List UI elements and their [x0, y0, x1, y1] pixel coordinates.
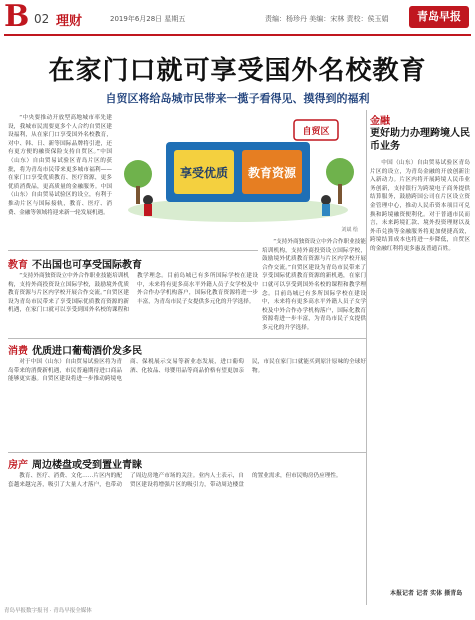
section-divider-1	[8, 250, 258, 251]
byline: 本报记者 记者 实体 摄青岛	[390, 590, 463, 597]
newspaper-logo: 青岛早报	[409, 6, 469, 28]
housing-title: 周边楼盘或受到置业青睐	[32, 460, 142, 471]
consume-keyword: 消费	[8, 346, 28, 357]
finance-paragraph: 中国（山东）自由贸易试验区青岛片区的设立，为青岛金融的开放创新注入新动力。片区内将开展跨境人民币业务创新，支持银行为跨境电子商务提供结算服务，鼓励跨国公司在片区设立资金管理中心，推动人民币资本项目可兑换和跨境融资便利化。对于普通市民而言，未来跨境汇款、境外投资理财以及外币兑换等金融服务将更加便捷高效，跨境结算成本也将进一步降低，自贸区的金融红利将更多惠及普通百姓。	[370, 160, 470, 252]
edu-body	[8, 272, 258, 336]
edu-keyword: 教育	[8, 260, 28, 271]
housing-heading	[8, 456, 142, 471]
finance-title: 更好助力办理跨境人民币业务	[370, 128, 470, 152]
section-divider-3	[8, 452, 366, 453]
illus-left-label: 享受优质	[179, 166, 229, 180]
page-header	[0, 0, 475, 40]
edu-paragraph: “支持外商独资设立中外合作职业技能培训机构，支持外商投资设立国际学校，鼓励境外优质教育资源与片区内学校开展合作交流。”自贸区建设为青岛市民带来了享受国际优质教育资源的新机遇，在家门口就可以享受到国外名校的课程和教学理念。目前岛城已有多所国际学校在建设中，未来将有更多高水平外籍人员子女学校及中外合作办学机构落户，国际化教育资源将进一步丰富，为青岛市民子女提供多元化的升学选择。	[8, 273, 258, 314]
column-divider	[366, 110, 367, 605]
person-icon-2	[321, 195, 331, 205]
consume-paragraph: 对于中国（山东）自由贸易试验区将为青岛带来的消费新机遇，市民普遍期待进口商品能够更实惠。自贸区建设将进一步推动跨境电商、保税展示交易等新业态发展，进口葡萄酒、化妆品、母婴用品等商品价格有望更加亲民，市民在家门口就能买到原汁原味的全球好物。	[8, 359, 366, 383]
issue-date: 2019年6月28日 星期五	[110, 15, 186, 23]
finance-body	[370, 159, 470, 599]
person-icon	[143, 195, 153, 205]
header-rule	[4, 34, 471, 36]
tree-right-trunk	[338, 184, 342, 204]
edu-title: 不出国也可享受国际教育	[32, 260, 142, 271]
person-body-2	[322, 204, 330, 216]
headline: 在家门口就可享受国外名校教育	[48, 56, 427, 86]
illustration-caption: 刘斌 绘	[341, 227, 358, 233]
edu-continuation	[262, 238, 366, 348]
intro-paragraph: “中央要推动开放型高地城市率先建设，我城市民需要更多个人合约自贸区建设福利，从在家门口享受国外名校教育，对中、韩、日、新等国际品牌将引进，还有更方便的融资保险支持自贸区。”中国（山东）自由贸易试验区青岛片区的获批，将为青岛市民带来更多城市福利——在家门口享受优质教育、医疗资源，更多优质消费品，更高质量的金融服务。中国（山东）自由贸易试验区的设立，有利于推动片区与国际接轨，教育、医疗、消费、金融等领域将迎来新一轮发展机遇。	[8, 115, 112, 216]
section-letter: B	[4, 0, 30, 34]
editors: 责编：杨珍丹 美编：宋林 责校：侯玉娟	[265, 15, 389, 23]
edu-heading	[8, 256, 142, 271]
edu-continuation-paragraph: “支持外商独资设立中外合作职业技能培训机构，支持外商投资设立国际学校，鼓励境外优质教育资源与片区内学校开展合作交流。”自贸区建设为青岛市民带来了享受国际优质教育资源的新机遇，在家门口就可以享受到国外名校的课程和教学理念。目前岛城已有多所国际学校在建设中，未来将有更多高水平外籍人员子女学校及中外合作办学机构落户，国际化教育资源将进一步丰富，为青岛市民子女提供多元化的升学选择。	[262, 239, 366, 331]
housing-paragraph: 教育、医疗、消费、文化……片区内的配套越来越完善，吸引了大量人才落户，也带动了周边房地产市场的关注。业内人士表示，自贸区建设将增强片区的吸引力，带动周边楼盘的置业需求，但市民购房仍应理性。	[8, 473, 342, 488]
consume-heading	[8, 342, 142, 357]
sidebar-finance	[370, 112, 470, 612]
tree-left-trunk	[136, 186, 140, 204]
housing-body	[8, 472, 366, 600]
board-label: 自贸区	[302, 127, 330, 137]
person-body	[144, 204, 152, 216]
housing-keyword: 房产	[8, 460, 28, 471]
tree-right-icon	[326, 158, 354, 186]
footer-text: 青岛早报数字报刊 · 青岛早报全媒体	[4, 608, 92, 614]
tree-left-icon	[124, 160, 152, 188]
subheadline: 自贸区将给岛城市民带来一揽子看得见、摸得到的福利	[105, 92, 370, 105]
consume-body	[8, 358, 366, 450]
section-name: 理财	[56, 14, 83, 29]
section-divider-2	[8, 338, 366, 339]
illus-right-label: 教育资源	[247, 166, 297, 180]
finance-keyword: 金融	[370, 116, 390, 127]
illustration	[118, 114, 358, 226]
page-number: 02	[34, 12, 50, 26]
intro-text	[8, 114, 112, 244]
illustration-svg	[118, 114, 358, 226]
consume-title: 优质进口葡萄酒价发多民	[32, 346, 142, 357]
